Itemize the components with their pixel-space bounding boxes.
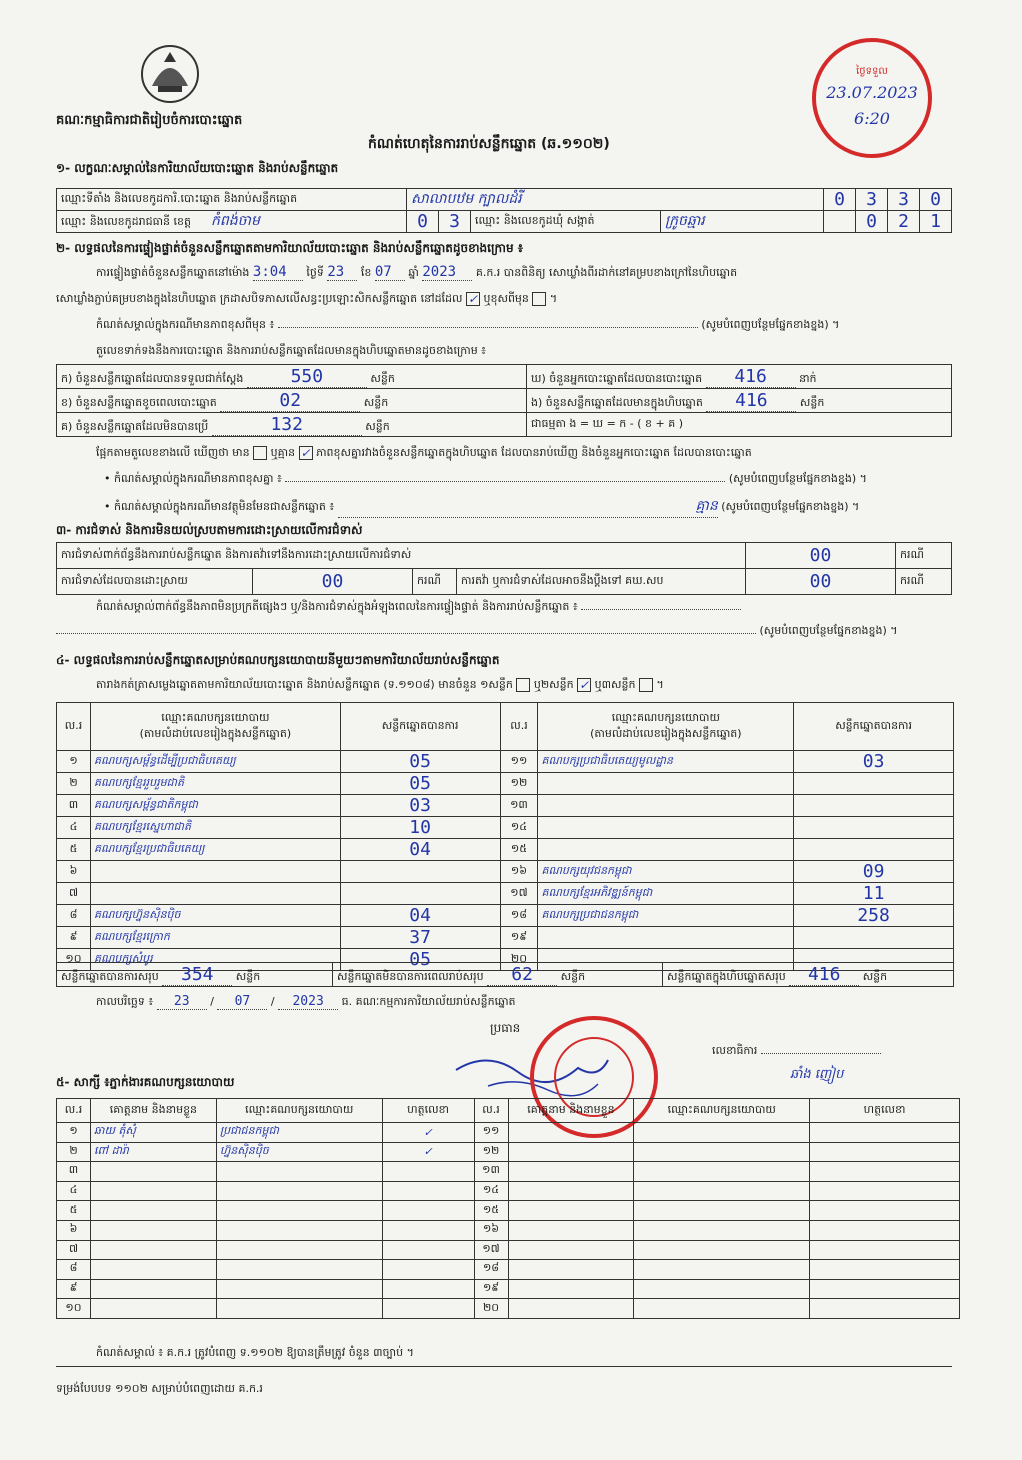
two-sheet-checkbox[interactable]: ✓: [579, 678, 590, 692]
witness-signature: [810, 1162, 960, 1182]
figures-intro: តួលេខទាក់ទងនឹងការបោះឆ្នោត និងការរាប់សន្លឹកឆ្នោតដែលមានក្នុងហិបឆ្នោតមានដូចខាងក្រោម ៖: [96, 344, 487, 357]
witness-signature: [810, 1299, 960, 1319]
commune-label: ឈ្មោះ និងលេខកូដឃុំ សង្កាត់: [471, 211, 661, 233]
witness-party: [634, 1299, 810, 1319]
witness-party: [216, 1260, 382, 1280]
three-sheet-checkbox[interactable]: [639, 678, 653, 692]
party-name: គណបក្សប្រជាធិបតេយ្យមូលដ្ឋាន: [538, 751, 794, 773]
witness-signature: [810, 1123, 960, 1143]
received-seal: [812, 38, 932, 158]
foreign-object-value: គ្មាន: [695, 498, 718, 514]
sign-day: 23: [157, 994, 207, 1010]
objection-table: ការជំទាស់ពាក់ព័ន្ធនឹងការរាប់សន្លឹកឆ្នោត និងការតវ៉ាទៅនឹងការដោះស្រាយលើការជំទាស់ 00 ករណី ការជំទាស់ដែលបានដោះស្រាយ 00 ករណី ការតវ៉ា ឬការជំទាស់ដែលអាចនឹងប្តឹងទៅ គឃ.សប 00 ករណី: [56, 542, 952, 595]
location-table: [56, 188, 952, 233]
location-name-value: សាលាបឋម ក្បាលដំរី: [407, 189, 824, 211]
code-digit: 0: [920, 189, 952, 211]
witness-party: [216, 1162, 382, 1182]
has-difference-checkbox[interactable]: [253, 446, 267, 460]
row-number: ១៨: [500, 905, 538, 927]
total-box-label: សន្លឹកឆ្នោតក្នុងហិបឆ្នោតសរុប: [667, 969, 786, 983]
table-row: [57, 927, 954, 949]
witness-signature: [810, 1260, 960, 1280]
province-value: កំពង់ចាម: [211, 213, 260, 229]
in-box-value: 416: [706, 390, 796, 412]
table-row: [57, 1240, 960, 1260]
witness-name: [90, 1260, 216, 1280]
ballot-count-report: គណៈកម្មាធិការជាតិរៀបចំការបោះឆ្នោត កំណត់ហេតុនៃការរាប់សន្លឹកឆ្នោត (ឆ.១១០២) ថ្ងៃទទួល 23.07.2023 6:20 ១- លក្ខណៈសម្គាល់នៃការិយាល័យបោះឆ្នោត និងរាប់សន្លឹកឆ្នោត ឈ្មោះទីតាំង និងលេខកូដការិ.បោះឆ្នោត និងរាប់សន្លឹកឆ្នោត សាលាបឋម ក្បាលដំរី 0 3 3 0 ឈ្មោះ និងលេខកូដរាជធានី ខេត្ត កំពង់ចាម 0 3 ឈ្មោះ និងលេខកូដឃុំ សង្កាត់ ក្រូចឆ្មារ 0 2 1 ២- លទ្ធផលនៃការផ្ទៀងផ្ទាត់ចំនួនសន្លឹកឆ្នោតតាមការិយាល័យបោះឆ្នោត និងរាប់សន្លឹកឆ្នោតដូចខាងក្រោម ៖ ការផ្ទៀងផ្ទាត់ចំនួនសន្លឹកឆ្នោតនៅម៉ោង 3:04 ថ្ងៃទី 23 ខែ 07 ឆ្នាំ 2023 គ.ក.រ បានពិនិត្យ សោឃ្លាំងពីរដាក់នៅគម្របខាងក្រៅនៃហិបឆ្នោត សោឃ្លាំងភ្ជាប់គម្របខាងក្នុងនៃហិបឆ្នោត ក្រដាសបិទភាសលើសន្ធះប្រឡោះសិកសន្លឹកឆ្នោត នៅដដែល ✓ ឬខុសពីមុន ។ កំណត់សម្គាល់ក្នុងករណីមានភាពខុសពីមុន ៖ (សូមបំពេញបន្ថែមផ្នែកខាងខ្នង) ។ តួលេខទាក់ទងនឹងការបោះឆ្នោត និងការរាប់សន្លឹកឆ្នោតដែលមានក្នុងហិបឆ្នោតមានដូចខាងក្រោម ៖ ក) ចំនួនសន្លឹកឆ្នោតដែលបានទទួលជាក់ស្តែង 550 សន្លឹក ឃ) ចំនួនអ្នកបោះឆ្នោតដែលបានបោះឆ្នោត 416 នាក់ ខ) ចំនួនសន្លឹកឆ្នោតខូចពេលបោះឆ្នោត 02 សន្លឹក ង) ចំនួនសន្លឹកឆ្នោតដែលមានក្នុងហិបឆ្នោត 416 សន្លឹក គ) ចំនួនសន្លឹកឆ្នោតដែលមិនបានប្រើ 132 សន្លឹក ជាធម្មតា ង = ឃ = ក - ( ខ + គ ) ផ្អែកតាមតួលេខខាងលើ ឃើញថា មាន ឬគ្មាន ✓ ភាពខុសគ្នារវាងចំនួនសន្លឹកឆ្នោតក្នុងហិបឆ្នោត ដែលបានរាប់ឃើញ និងចំនួនអ្នកបោះឆ្នោត ដែលបានបោះឆ្នោត • កំណត់សម្គាល់ក្នុងករណីមានភាពខុសគ្នា ៖ (សូមបំពេញបន្ថែមផ្នែកខាងខ្នង) ។ • កំណត់សម្គាល់ក្នុងករណីមានវត្ថុមិនមែនជាសន្លឹកឆ្នោត ៖ គ្មាន (សូមបំពេញបន្ថែមផ្នែកខាងខ្នង) ។ ៣- ការជំទាស់ និងការមិនយល់ស្របតាមការដោះស្រាយលើការជំទាស់ ការជំទាស់ពាក់ព័ន្ធនឹងការរាប់សន្លឹកឆ្នោត និងការតវ៉ាទៅនឹងការដោះស្រាយលើការជំទាស់ 00 ករណី ការជំទាស់ដែលបានដោះស្រាយ 00 ករណី ការតវ៉ា ឬការជំទាស់ដែលអាចនឹងប្តឹងទៅ គឃ.សប 00 ករណី កំណត់សម្គាល់ពាក់ព័ន្ធនឹងភាពមិនប្រក្រតីផ្សេងៗ ឬ/និងការជំទាស់ក្នុងអំឡុងពេលនៃការផ្ទៀងផ្ទាត់ និងការរាប់សន្លឹកឆ្នោត ៖ (សូមបំពេញបន្ថែមផ្នែកខាងខ្នង) ។ ៤- លទ្ធផលនៃការរាប់សន្លឹកឆ្នោតសម្រាប់គណបក្សនយោបាយនីមួយៗតាមការិយាល័យរាប់សន្លឹកឆ្នោត តារាងកត់ត្រាសម្លេងឆ្នោតតាមការិយាល័យបោះឆ្នោត និងរាប់សន្លឹកឆ្នោត (ទ.១១០៨) មានចំនួន ១សន្លឹក ឬ២សន្លឹក ✓ ឬ៣សន្លឹក ។ ល.រ ឈ្មោះគណបក្សនយោបាយ (តាមលំដាប់លេខរៀងក្នុងសន្លឹកឆ្នោត) សន្លឹកឆ្នោតបានការ ល.រ ឈ្មោះគណបក្សនយោបាយ (តាមលំដាប់លេខរៀងក្នុងសន្លឹកឆ្នោត) សន្លឹកឆ្នោតបានការ ១ គណបក្សសម្ព័ន្ធដើម្បីប្រជាធិបតេយ្យ 05 ១១ គណបក្សប្រជាធិបតេយ្យមូលដ្ឋាន 03 ២ គណបក្សខ្មែររួបរួមជាតិ 05 ១២ ៣ គណបក្សសម្ព័ន្ធជាតិកម្ពុជា 03 ១៣ ៤ គណបក្សខ្មែរស្នេហាជាតិ 10 ១៤ ៥ គណបក្សខ្មែរប្រជាធិបតេយ្យ 04 ១៥ ៦ ១៦ គណបក្សយុវជនកម្ពុជា 09 ៧ ១៧ គណបក្សខ្មែរអភិវឌ្ឍន៍កម្ពុជា 11 ៨ គណបក្សហ្វ៊ុនស៊ិនប៉ិច 04 ១៨ គណបក្សប្រជាជនកម្ពុជា 258 ៩ គណបក្សខ្មែរក្រោក 37 ១៩ ១០ គណបក្សសំបូរ 05 ២០ សន្លឹកឆ្នោតបានការសរុប 354 សន្លឹក សន្លឹកឆ្នោតមិនបានការពេលរាប់សរុប 62 សន្លឹក សន្លឹកឆ្នោតក្នុងហិបឆ្នោតសរុប 416 សន្លឹក កាលបរិច្ឆេទ ៖ 23 / 07 / 2023 ធ. គណៈកម្មការការិយាល័យរាប់សន្លឹកឆ្នោត ប្រធាន លេខាធិការ ឆាំង ញៀប ៥- សាក្សី ៖ភ្នាក់ងារគណបក្សនយោបាយ ល.រ គោត្តនាម និងនាមខ្លួន ឈ្មោះគណបក្សនយោបាយ ហត្ថលេខា ល.រ គោត្តនាម និងនាមខ្លួន ឈ្មោះគណបក្សនយោបាយ ហត្ថលេខា ១ ឆាយ តុំសុំ ប្រជាជនកម្ពុជា ✓ ១១ ២ ពៅ ដារ៉ា ហ្វ៊ុនស៊ិនប៉ិច ✓ ១២ ៣ ១៣ ៤ ១៤ ៥ ១៥ ៦ ១៦ ៧ ១៧ ៨ ១៨ ៩ ១៩ ១០ ២០ កំណត់សម្គាល់ ៖ គ.ក.រ ត្រូវបំពេញ ទ.១១០២ ឱ្យបានត្រឹមត្រូវ ចំនួន ៣ច្បាប់ ។ ទម្រង់បែបបទ ១១០២ សម្រាប់បំពេញដោយ គ.ក.រ: [0, 0, 1022, 1460]
row-number: ២០: [474, 1299, 508, 1319]
table-row: [57, 795, 954, 817]
party-name: [538, 817, 794, 839]
total-valid-value: 354: [162, 964, 232, 986]
unused-label: គ) ចំនួនសន្លឹកឆ្នោតដែលមិនបានប្រើ: [61, 419, 209, 433]
witness-party: [634, 1201, 810, 1221]
row-number: ៥: [57, 839, 91, 861]
row-number: ២: [57, 1142, 91, 1162]
note-foreign-object-line: • កំណត់សម្គាល់ក្នុងករណីមានវត្ថុមិនមែនជាសន្លឹកឆ្នោត ៖ គ្មាន (សូមបំពេញបន្ថែមផ្នែកខាងខ្នង) ។: [104, 496, 954, 518]
witness-party: ហ្វ៊ុនស៊ិនប៉ិច: [216, 1142, 382, 1162]
verify-day: 23: [327, 264, 357, 281]
witness-name: [90, 1181, 216, 1201]
code-digit: 0: [407, 211, 439, 233]
witness-name: [508, 1279, 634, 1299]
witness-signature: [382, 1260, 474, 1280]
witness-party: [216, 1299, 382, 1319]
row-number: ២: [57, 773, 91, 795]
same-checkbox[interactable]: ✓: [467, 292, 479, 306]
party-name: គណបក្សខ្មែរអភិវឌ្ឍន៍កម្ពុជា: [538, 883, 794, 905]
party-votes: [794, 839, 954, 861]
org-name: គណៈកម្មាធិការជាតិរៀបចំការបោះឆ្នោត: [56, 113, 243, 128]
witness-party: [634, 1260, 810, 1280]
row-number: ៤: [57, 1181, 91, 1201]
witness-signature: [810, 1240, 960, 1260]
party-votes: [794, 773, 954, 795]
code-digit: 3: [888, 189, 920, 211]
signing-date-line: កាលបរិច្ឆេទ ៖ 23 / 07 / 2023 ធ. គណៈកម្មការការិយាល័យរាប់សន្លឹកឆ្នោត: [96, 994, 516, 1009]
row-number: ៩: [57, 927, 91, 949]
witness-name: [508, 1123, 634, 1143]
row-number: ៦: [57, 861, 91, 883]
row-number: ១០: [57, 949, 91, 971]
party-name: គណបក្សហ្វ៊ុនស៊ិនប៉ិច: [90, 905, 340, 927]
party-votes: 10: [340, 817, 500, 839]
row-number: ៧: [57, 1240, 91, 1260]
form-id: ទម្រង់បែបបទ ១១០២ សម្រាប់បំពេញដោយ គ.ក.រ: [56, 1382, 263, 1395]
voters-value: 416: [706, 366, 796, 388]
row-number: ១៥: [474, 1201, 508, 1221]
row-number: ៧: [57, 883, 91, 905]
witness-party: [216, 1279, 382, 1299]
witness-name: [508, 1201, 634, 1221]
section-4-title: ៤- លទ្ធផលនៃការរាប់សន្លឹកឆ្នោតសម្រាប់គណបក្សនយោបាយនីមួយៗតាមការិយាល័យរាប់សន្លឹកឆ្នោត: [56, 653, 500, 667]
objection-label: ការជំទាស់ពាក់ព័ន្ធនឹងការរាប់សន្លឹកឆ្នោត និងការតវ៉ាទៅនឹងការដោះស្រាយលើការជំទាស់: [57, 543, 746, 569]
witness-signature: [382, 1181, 474, 1201]
party-name: គណបក្សខ្មែរក្រោក: [90, 927, 340, 949]
witness-signature: [382, 1201, 474, 1221]
table-row: [57, 883, 954, 905]
witness-signature: [382, 1299, 474, 1319]
party-votes: 05: [340, 751, 500, 773]
witness-party: [216, 1181, 382, 1201]
table-row: [57, 905, 954, 927]
witness-party: [634, 1123, 810, 1143]
seal-status-line: សោឃ្លាំងភ្ជាប់គម្របខាងក្នុងនៃហិបឆ្នោត ក្រដាសបិទភាសលើសន្ធះប្រឡោះសិកសន្លឹកឆ្នោត នៅដដែល ✓ ឬខុសពីមុន ។: [56, 292, 558, 306]
witness-name: [508, 1220, 634, 1240]
stamp-label: ថ្ងៃទទួល: [856, 66, 888, 78]
voters-label: ឃ) ចំនួនអ្នកបោះឆ្នោតដែលបានបោះឆ្នោត: [531, 371, 703, 385]
table-row: [57, 1123, 960, 1143]
row-number: ៥: [57, 1201, 91, 1221]
witness-table: ល.រ គោត្តនាម និងនាមខ្លួន ឈ្មោះគណបក្សនយោបាយ ហត្ថលេខា ល.រ គោត្តនាម និងនាមខ្លួន ឈ្មោះគណបក្សនយោបាយ ហត្ថលេខា ១ ឆាយ តុំសុំ ប្រជាជនកម្ពុជា ✓ ១១ ២ ពៅ ដារ៉ា ហ្វ៊ុនស៊ិនប៉ិច ✓ ១២ ៣ ១៣ ៤ ១៤ ៥ ១៥ ៦ ១៦ ៧ ១៧ ៨ ១៨ ៩ ១៩ ១០ ២០: [56, 1098, 960, 1319]
section-3-title: ៣- ការជំទាស់ និងការមិនយល់ស្របតាមការដោះស្រាយលើការជំទាស់: [56, 523, 363, 537]
results-totals: សន្លឹកឆ្នោតបានការសរុប 354 សន្លឹក សន្លឹកឆ្នោតមិនបានការពេលរាប់សរុប 62 សន្លឹក សន្លឹកឆ្នោតក្នុងហិបឆ្នោតសរុប 416 សន្លឹក: [56, 962, 954, 987]
note-discrepancy-line: • កំណត់សម្គាល់ក្នុងករណីមានភាពខុសគ្នា ៖ (សូមបំពេញបន្ថែមផ្នែកខាងខ្នង) ។: [104, 472, 867, 485]
party-name: គណបក្សសំបូរ: [90, 949, 340, 971]
difference-check-line: ផ្អែកតាមតួលេខខាងលើ ឃើញថា មាន ឬគ្មាន ✓ ភាពខុសគ្នារវាងចំនួនសន្លឹកឆ្នោតក្នុងហិបឆ្នោត ដែលបានរាប់ឃើញ និងចំនួនអ្នកបោះឆ្នោត ដែលបានបោះឆ្នោត: [96, 446, 752, 460]
party-votes: 05: [340, 773, 500, 795]
total-box-value: 416: [789, 964, 859, 986]
total-invalid-label: សន្លឹកឆ្នោតមិនបានការពេលរាប់សរុប: [337, 969, 484, 983]
received-value: 550: [247, 366, 367, 388]
total-valid-label: សន្លឹកឆ្នោតបានការសរុប: [61, 969, 159, 983]
witness-party: [634, 1220, 810, 1240]
row-number: ១៧: [500, 883, 538, 905]
figures-table: ក) ចំនួនសន្លឹកឆ្នោតដែលបានទទួលជាក់ស្តែង 550 សន្លឹក ឃ) ចំនួនអ្នកបោះឆ្នោតដែលបានបោះឆ្នោត 416 នាក់ ខ) ចំនួនសន្លឹកឆ្នោតខូចពេលបោះឆ្នោត 02 សន្លឹក ង) ចំនួនសន្លឹកឆ្នោតដែលមានក្នុងហិបឆ្នោត 416 សន្លឹក គ) ចំនួនសន្លឹកឆ្នោតដែលមិនបានប្រើ 132 សន្លឹក ជាធម្មតា ង = ឃ = ក - ( ខ + គ ): [56, 364, 952, 437]
row-number: ២០: [500, 949, 538, 971]
row-number: ៤: [57, 817, 91, 839]
table-row: [57, 1279, 960, 1299]
code-digit: 2: [888, 211, 920, 233]
stamp-time: 6:20: [854, 109, 890, 128]
witness-signature: [382, 1162, 474, 1182]
witness-name: [508, 1299, 634, 1319]
witness-party: [634, 1181, 810, 1201]
row-number: ១៣: [474, 1162, 508, 1182]
row-number: ១: [57, 751, 91, 773]
party-votes: [794, 795, 954, 817]
witness-name: [90, 1220, 216, 1240]
witness-name: [508, 1181, 634, 1201]
party-votes: 03: [340, 795, 500, 817]
verify-year: 2023: [422, 264, 472, 281]
party-name: [90, 861, 340, 883]
party-name: [538, 927, 794, 949]
page-title: កំណត់ហេតុនៃការរាប់សន្លឹកឆ្នោត (ឆ.១១០២): [368, 136, 610, 152]
witness-signature: [810, 1220, 960, 1240]
row-number: ១៦: [474, 1220, 508, 1240]
row-number: ៨: [57, 1260, 91, 1280]
party-votes: 11: [794, 883, 954, 905]
table-row: [57, 773, 954, 795]
row-number: ១៥: [500, 839, 538, 861]
witness-name: [90, 1299, 216, 1319]
witness-signature: [382, 1240, 474, 1260]
row-number: ៩: [57, 1279, 91, 1299]
witness-name: [508, 1142, 634, 1162]
party-votes: [794, 817, 954, 839]
appeal-label: ការតវ៉ា ឬការជំទាស់ដែលអាចនឹងប្តឹងទៅ គឃ.សប: [457, 569, 746, 595]
row-number: ១០: [57, 1299, 91, 1319]
party-votes: 09: [794, 861, 954, 883]
party-votes: [340, 861, 500, 883]
party-votes: 05: [340, 949, 500, 971]
party-name: [90, 883, 340, 905]
party-name: [538, 839, 794, 861]
row-number: ១១: [474, 1123, 508, 1143]
row-number: ៣: [57, 1162, 91, 1182]
table-row: [57, 751, 954, 773]
witness-name: [90, 1201, 216, 1221]
verification-line: ការផ្ទៀងផ្ទាត់ចំនួនសន្លឹកឆ្នោតនៅម៉ោង 3:04 ថ្ងៃទី 23 ខែ 07 ឆ្នាំ 2023 គ.ក.រ បានពិនិត្យ សោឃ្លាំងពីរដាក់នៅគម្របខាងក្រៅនៃហិបឆ្នោត: [96, 264, 738, 280]
party-votes: 04: [340, 905, 500, 927]
table-row: [57, 839, 954, 861]
party-name: គណបក្សសម្ព័ន្ធជាតិកម្ពុជា: [90, 795, 340, 817]
tally-sheet-line: តារាងកត់ត្រាសម្លេងឆ្នោតតាមការិយាល័យបោះឆ្នោត និងរាប់សន្លឹកឆ្នោត (ទ.១១០៨) មានចំនួន ១សន្លឹក ឬ២សន្លឹក ✓ ឬ៣សន្លឹក ។: [96, 678, 664, 692]
party-votes: [340, 883, 500, 905]
section-5-title: ៥- សាក្សី ៖ភ្នាក់ងារគណបក្សនយោបាយ: [56, 1075, 235, 1089]
row-number: ១៤: [500, 817, 538, 839]
table-row: [57, 817, 954, 839]
witness-name: [508, 1260, 634, 1280]
row-number: ១១: [500, 751, 538, 773]
secretary-name: ឆាំង ញៀប: [790, 1067, 844, 1082]
row-number: ៨: [57, 905, 91, 927]
code-digit: 3: [439, 211, 471, 233]
province-cell: [57, 211, 407, 233]
row-number: ១២: [474, 1142, 508, 1162]
witness-signature: [382, 1220, 474, 1240]
verify-month: 07: [375, 264, 405, 281]
witness-name: [90, 1240, 216, 1260]
party-votes: 37: [340, 927, 500, 949]
row-number: ១៨: [474, 1260, 508, 1280]
party-name: គណបក្សសម្ព័ន្ធដើម្បីប្រជាធិបតេយ្យ: [90, 751, 340, 773]
party-name: [538, 795, 794, 817]
table-row: [57, 1162, 960, 1182]
province-label: ឈ្មោះ និងលេខកូដរាជធានី ខេត្ត: [61, 215, 191, 228]
witness-name: [508, 1162, 634, 1182]
row-number: ១៤: [474, 1181, 508, 1201]
code-digit: 0: [824, 189, 856, 211]
witness-name: ពៅ ដារ៉ា: [90, 1142, 216, 1162]
row-number: ១៩: [500, 927, 538, 949]
chair-label: ប្រធាន: [490, 1021, 521, 1035]
note-difference-line: កំណត់សម្គាល់ក្នុងករណីមានភាពខុសពីមុន ៖ (សូមបំពេញបន្ថែមផ្នែកខាងខ្នង) ។: [96, 318, 840, 331]
table-row: [57, 1220, 960, 1240]
party-name: គណបក្សខ្មែរស្នេហាជាតិ: [90, 817, 340, 839]
footer-note: កំណត់សម្គាល់ ៖ គ.ក.រ ត្រូវបំពេញ ទ.១១០២ ឱ្យបានត្រឹមត្រូវ ចំនួន ៣ច្បាប់ ។: [96, 1346, 414, 1359]
party-votes: [794, 927, 954, 949]
total-invalid-value: 62: [487, 964, 557, 986]
row-number: ៣: [57, 795, 91, 817]
witness-name: [90, 1279, 216, 1299]
spoiled-value: 02: [220, 390, 360, 412]
party-votes: 03: [794, 751, 954, 773]
party-votes: 04: [340, 839, 500, 861]
witness-party: [216, 1220, 382, 1240]
section-1-title: ១- លក្ខណៈសម្គាល់នៃការិយាល័យបោះឆ្នោត និងរាប់សន្លឹកឆ្នោត: [56, 161, 339, 175]
spoiled-label: ខ) ចំនួនសន្លឹកឆ្នោតខូចពេលបោះឆ្នោត: [61, 395, 217, 409]
witness-party: [634, 1162, 810, 1182]
witness-signature: [810, 1201, 960, 1221]
witness-party: [216, 1240, 382, 1260]
resolved-label: ការជំទាស់ដែលបានដោះស្រាយ: [57, 569, 253, 595]
objection-value: 00: [746, 543, 896, 569]
one-sheet-checkbox[interactable]: [516, 678, 530, 692]
table-row: [57, 1181, 960, 1201]
row-number: ១២: [500, 773, 538, 795]
witness-name: ឆាយ តុំសុំ: [90, 1123, 216, 1143]
sign-year: 2023: [278, 994, 338, 1010]
party-votes: 258: [794, 905, 954, 927]
table-row: [57, 1201, 960, 1221]
unused-value: 132: [212, 414, 362, 436]
witness-party: [634, 1142, 810, 1162]
code-digit: 3: [856, 189, 888, 211]
received-label: ក) ចំនួនសន្លឹកឆ្នោតដែលបានទទួលជាក់ស្តែង: [61, 371, 244, 385]
row-number: ១៦: [500, 861, 538, 883]
table-row: [57, 861, 954, 883]
code-digit: 0: [856, 211, 888, 233]
party-name: គណបក្សយុវជនកម្ពុជា: [538, 861, 794, 883]
row-number: ១៩: [474, 1279, 508, 1299]
witness-signature: ✓: [382, 1123, 474, 1143]
code-digit: 1: [920, 211, 952, 233]
resolved-value: 00: [253, 569, 413, 595]
location-name-label: ឈ្មោះទីតាំង និងលេខកូដការិ.បោះឆ្នោត និងរាប់សន្លឹកឆ្នោត: [57, 189, 407, 211]
witness-name: [90, 1162, 216, 1182]
commune-value: ក្រូចឆ្មារ: [661, 211, 824, 233]
row-number: ១៣: [500, 795, 538, 817]
table-row: [57, 1299, 960, 1319]
table-row: [57, 1260, 960, 1280]
witness-signature: [810, 1181, 960, 1201]
party-name: [538, 773, 794, 795]
row-number: ៦: [57, 1220, 91, 1240]
emblem-icon: [138, 40, 202, 106]
stamp-date: 23.07.2023: [826, 83, 918, 103]
witness-party: ប្រជាជនកម្ពុជា: [216, 1123, 382, 1143]
row-number: ១: [57, 1123, 91, 1143]
witness-party: [634, 1240, 810, 1260]
table-row: [57, 1142, 960, 1162]
irregularity-note: កំណត់សម្គាល់ពាក់ព័ន្ធនឹងភាពមិនប្រក្រតីផ្សេងៗ ឬ/និងការជំទាស់ក្នុងអំឡុងពេលនៃការផ្ទៀងផ្ទាត់ និងការរាប់សន្លឹកឆ្នោត ៖: [96, 600, 741, 616]
verify-time: 3:04: [253, 264, 303, 281]
witness-signature: [810, 1142, 960, 1162]
witness-signature: ✓: [382, 1142, 474, 1162]
party-name: គណបក្សខ្មែររួបរួមជាតិ: [90, 773, 340, 795]
row-number: ១៧: [474, 1240, 508, 1260]
formula: ជាធម្មតា ង = ឃ = ក - ( ខ + គ ): [527, 413, 952, 437]
in-box-label: ង) ចំនួនសន្លឹកឆ្នោតដែលមានក្នុងហិបឆ្នោត: [531, 395, 703, 409]
different-checkbox[interactable]: [532, 292, 546, 306]
party-name: គណបក្សប្រជាជនកម្ពុជា: [538, 905, 794, 927]
no-difference-checkbox[interactable]: ✓: [300, 446, 311, 460]
party-name: គណបក្សខ្មែរប្រជាធិបតេយ្យ: [90, 839, 340, 861]
witness-name: [508, 1240, 634, 1260]
results-table: ល.រ ឈ្មោះគណបក្សនយោបាយ (តាមលំដាប់លេខរៀងក្នុងសន្លឹកឆ្នោត) សន្លឹកឆ្នោតបានការ ល.រ ឈ្មោះគណបក្សនយោបាយ (តាមលំដាប់លេខរៀងក្នុងសន្លឹកឆ្នោត) សន្លឹកឆ្នោតបានការ ១ គណបក្សសម្ព័ន្ធដើម្បីប្រជាធិបតេយ្យ 05 ១១ គណបក្សប្រជាធិបតេយ្យមូលដ្ឋាន 03 ២ គណបក្សខ្មែររួបរួមជាតិ 05 ១២ ៣ គណបក្សសម្ព័ន្ធជាតិកម្ពុជា 03 ១៣ ៤ គណបក្សខ្មែរស្នេហាជាតិ 10 ១៤ ៥ គណបក្សខ្មែរប្រជាធិបតេយ្យ 04 ១៥ ៦ ១៦ គណបក្សយុវជនកម្ពុជា 09 ៧ ១៧ គណបក្សខ្មែរអភិវឌ្ឍន៍កម្ពុជា 11 ៨ គណបក្សហ្វ៊ុនស៊ិនប៉ិច 04 ១៨ គណបក្សប្រជាជនកម្ពុជា 258 ៩ គណបក្សខ្មែរក្រោក 37 ១៩ ១០ គណបក្សសំបូរ 05 ២០: [56, 702, 954, 971]
appeal-value: 00: [746, 569, 896, 595]
sign-month: 07: [217, 994, 267, 1010]
secretary-line: លេខាធិការ: [712, 1044, 881, 1060]
witness-party: [634, 1279, 810, 1299]
witness-party: [216, 1201, 382, 1221]
witness-signature: [382, 1279, 474, 1299]
witness-signature: [810, 1279, 960, 1299]
section-2-title: ២- លទ្ធផលនៃការផ្ទៀងផ្ទាត់ចំនួនសន្លឹកឆ្នោតតាមការិយាល័យបោះឆ្នោត និងរាប់សន្លឹកឆ្នោតដូចខាងក្រោម ៖: [56, 241, 524, 255]
